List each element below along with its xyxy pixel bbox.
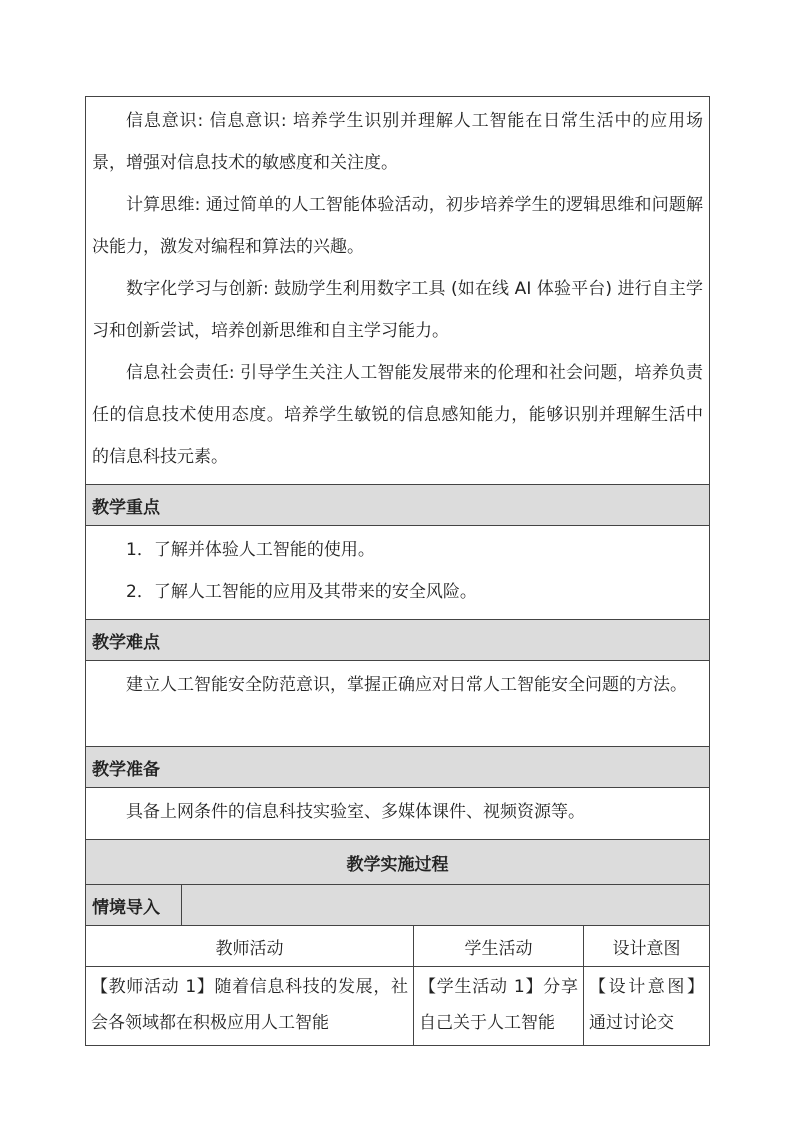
stage-row — [86, 885, 710, 926]
preparation-cell — [86, 788, 710, 840]
key-point-item: 1．了解并体验人工智能的使用。 — [126, 540, 375, 560]
columns-row — [86, 926, 710, 967]
difficulties-cell — [86, 661, 710, 747]
column-student-activity: 学生活动 — [414, 926, 584, 967]
key-points-cell — [86, 526, 710, 620]
process-heading: 教学实施过程 — [86, 840, 710, 885]
preparation-heading-row — [86, 747, 710, 788]
key-points-row — [86, 526, 710, 620]
difficulties-row — [86, 661, 710, 747]
preparation-text: 具备上网条件的信息科技实验室、多媒体课件、视频资源等。 — [126, 802, 585, 822]
teacher-activity-cell — [86, 967, 414, 1046]
objective-digital-learning: 数字化学习与创新: 鼓励学生利用数字工具 (如在线 AI 体验平台) 进行自主学习和创新尝试，培养创新思维和自主学习能力。 — [92, 279, 704, 341]
objectives-cell — [86, 97, 710, 485]
preparation-heading: 教学准备 — [86, 747, 710, 788]
teacher-activity-text: 【教师活动 1】随着信息科技的发展，社会各领域都在积极应用人工智能 — [91, 977, 408, 1033]
column-teacher-activity: 教师活动 — [86, 926, 414, 967]
stage-blank-cell — [182, 885, 710, 926]
difficulties-heading-row — [86, 620, 710, 661]
lesson-plan-table — [85, 96, 710, 1046]
process-heading-row — [86, 840, 710, 885]
column-design-intent: 设计意图 — [584, 926, 710, 967]
design-intent-text: 【设计意图】通过讨论交 — [589, 977, 705, 1033]
objective-computational-thinking: 计算思维: 通过简单的人工智能体验活动，初步培养学生的逻辑思维和问题解决能力，激发对编程和算法的兴趣。 — [92, 195, 704, 257]
objective-social-responsibility: 信息社会责任: 引导学生关注人工智能发展带来的伦理和社会问题，培养负责任的信息技术使用态度。培养学生敏锐的信息感知能力，能够识别并理解生活中的信息科技元素。 — [92, 363, 704, 467]
key-points-heading-row — [86, 485, 710, 526]
student-activity-cell — [414, 967, 584, 1046]
preparation-row — [86, 788, 710, 840]
objectives-row — [86, 97, 710, 485]
student-activity-text: 【学生活动 1】分享自己关于人工智能 — [419, 977, 578, 1033]
stage-label: 情境导入 — [86, 885, 182, 926]
key-points-heading: 教学重点 — [86, 485, 710, 526]
design-intent-cell — [584, 967, 710, 1046]
objective-information-awareness: 信息意识: 信息意识: 培养学生识别并理解人工智能在日常生活中的应用场景，增强对信息技术的敏感度和关注度。 — [92, 111, 704, 173]
difficulties-heading: 教学难点 — [86, 620, 710, 661]
key-point-item: 2．了解人工智能的应用及其带来的安全风险。 — [126, 582, 477, 602]
difficulties-text: 建立人工智能安全防范意识，掌握正确应对日常人工智能安全问题的方法。 — [126, 675, 687, 695]
activity-row — [86, 967, 710, 1046]
